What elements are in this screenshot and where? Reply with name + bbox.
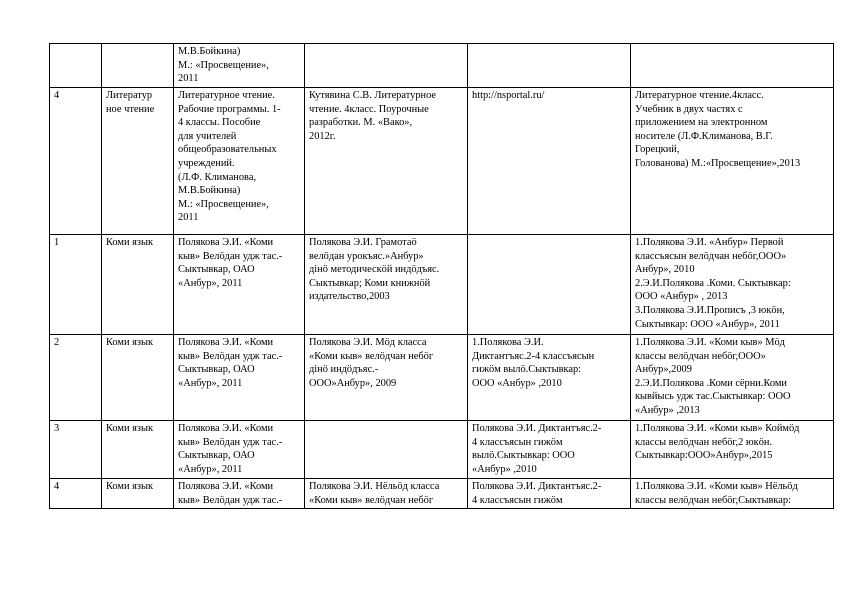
table-row bbox=[50, 335, 834, 421]
cell-subject: Коми язык bbox=[102, 479, 174, 509]
cell-program: Полякова Э.И. «Коми кыв» Велӧдан удж тас.- Сыктывкар, ОАО «Анбур», 2011 bbox=[174, 235, 305, 335]
cell-number: 4 bbox=[50, 479, 102, 509]
cell-program: М.В.Бойкина) М.: «Просвещение», 2011 bbox=[174, 44, 305, 88]
cell-program: Полякова Э.И. «Коми кыв» Велӧдан удж тас.- bbox=[174, 479, 305, 509]
cell-subject: Коми язык bbox=[102, 335, 174, 421]
cell-methodical: Полякова Э.И. Мӧд класса «Коми кыв» велӧдчан небӧг дiнӧ индӧдъяс.- ООО»Анбур», 2009 bbox=[305, 335, 468, 421]
cell-number: 3 bbox=[50, 421, 102, 479]
cell-subject: Коми язык bbox=[102, 235, 174, 335]
cell-subject bbox=[102, 44, 174, 88]
cell-textbook: 1.Полякова Э.И. «Коми кыв» Мӧд классы велӧдчан небӧг,ООО» Анбур»,2009 2.Э.И.Полякова .Коми сёрни.Коми кывйысь удж тас.Сыктывкар: ООО «Анбур» ,2013 bbox=[631, 335, 834, 421]
cell-textbook: Литературное чтение.4класс. Учебник в двух частях с приложением на электронном носителе (Л.Ф.Климанова, В.Г. Горецкий, Голованова) М.:«Просвещение»,2013 bbox=[631, 88, 834, 235]
cell-internet: Полякова Э.И. Диктантъяс.2- 4 классъясын гижӧм bbox=[468, 479, 631, 509]
cell-number: 4 bbox=[50, 88, 102, 235]
table-row bbox=[50, 235, 834, 335]
table-row bbox=[50, 421, 834, 479]
cell-methodical bbox=[305, 44, 468, 88]
cell-textbook bbox=[631, 44, 834, 88]
cell-textbook: 1.Полякова Э.И. «Коми кыв» Коймӧд классы велӧдчан небӧг,2 юкӧн. Сыктывкар:ООО»Анбур»,2015 bbox=[631, 421, 834, 479]
cell-internet: 1.Полякова Э.И. Диктантъяс.2-4 классъясын гижӧм вылӧ.Сыктывкар: ООО «Анбур» ,2010 bbox=[468, 335, 631, 421]
cell-methodical: Кутявина С.В. Литературное чтение. 4класс. Поурочные разработки. М. «Вако», 2012г. bbox=[305, 88, 468, 235]
cell-subject: Коми язык bbox=[102, 421, 174, 479]
cell-program: Полякова Э.И. «Коми кыв» Велӧдан удж тас.- Сыктывкар, ОАО «Анбур», 2011 bbox=[174, 421, 305, 479]
table-row bbox=[50, 479, 834, 509]
curriculum-table bbox=[49, 43, 834, 509]
cell-methodical: Полякова Э.И. Нёльӧд класса «Коми кыв» велӧдчан небӧг bbox=[305, 479, 468, 509]
cell-methodical bbox=[305, 421, 468, 479]
cell-number bbox=[50, 44, 102, 88]
cell-number: 1 bbox=[50, 235, 102, 335]
cell-methodical: Полякова Э.И. Грамотаӧ велӧдан урокъяс.»Анбур» дiнӧ методическӧй индӧдъяс. Сыктывкар; Коми книжнӧй издательство,2003 bbox=[305, 235, 468, 335]
table-row bbox=[50, 44, 834, 88]
cell-internet: Полякова Э.И. Диктантъяс.2- 4 классъясын гижӧм вылӧ.Сыктывкар: ООО «Анбур» ,2010 bbox=[468, 421, 631, 479]
cell-internet bbox=[468, 235, 631, 335]
table-row bbox=[50, 88, 834, 235]
cell-textbook: 1.Полякова Э.И. «Коми кыв» Нёльӧд классы велӧдчан небӧг,Сыктывкар: bbox=[631, 479, 834, 509]
cell-number: 2 bbox=[50, 335, 102, 421]
cell-textbook: 1.Полякова Э.И. «Анбур» Первой классъясын велӧдчан небӧг,ООО» Анбур», 2010 2.Э.И.Полякова .Коми. Сыктывкар: ООО «Анбур» , 2013 3.Полякова Э.И.Прописъ ,3 юкӧн, Сыктывкар: ООО «Анбур», 2011 bbox=[631, 235, 834, 335]
cell-subject: Литератур ное чтение bbox=[102, 88, 174, 235]
cell-program: Полякова Э.И. «Коми кыв» Велӧдан удж тас.- Сыктывкар, ОАО «Анбур», 2011 bbox=[174, 335, 305, 421]
cell-program: Литературное чтение. Рабочие программы. 1- 4 классы. Пособие для учителей общеобразовательных учреждений. (Л.Ф. Климанова, М.В.Бойкина) М.: «Просвещение», 2011 bbox=[174, 88, 305, 235]
cell-internet bbox=[468, 44, 631, 88]
cell-internet[interactable]: http://nsportal.ru/ bbox=[468, 88, 631, 235]
